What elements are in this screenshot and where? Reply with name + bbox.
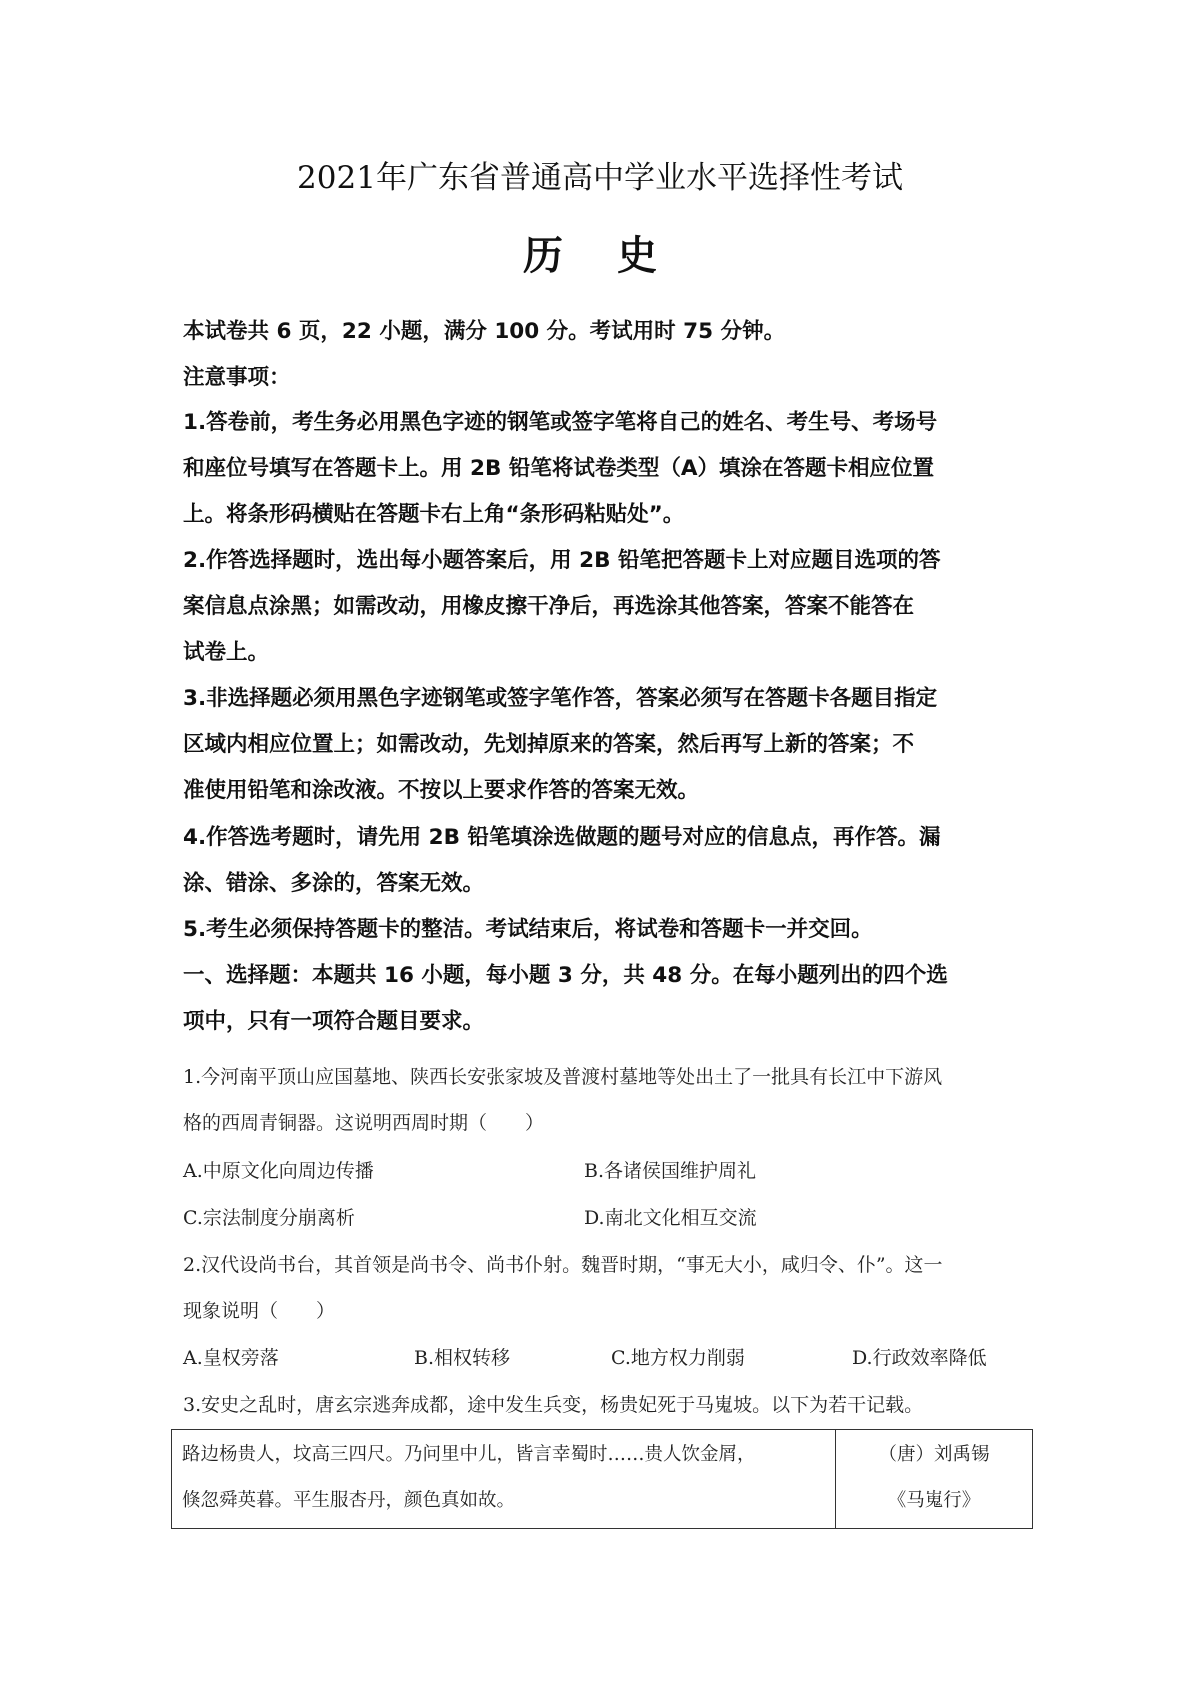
question-2-option-d: D.行政效率降低 — [852, 1347, 987, 1369]
question-1-option-b: B.各诸侯国维护周礼 — [584, 1160, 757, 1182]
source-table — [171, 1429, 1033, 1529]
section-heading: 项中，只有一项符合题目要求。 — [183, 1009, 485, 1034]
question-1-stem: 1.今河南平顶山应国墓地、陕西长安张家坡及普渡村墓地等处出土了一批具有长江中下游风 — [183, 1066, 943, 1088]
question-1-option-a: A.中原文化向周边传播 — [183, 1160, 374, 1182]
source-author: （唐）刘禹锡 — [878, 1444, 990, 1465]
notes-line: 2.作答选择题时，选出每小题答案后，用 2B 铅笔把答题卡上对应题目选项的答 — [183, 548, 941, 573]
source-text-line: 倏忽舜英暮。平生服杏丹，颜色真如故。 — [182, 1490, 516, 1511]
question-1-stem: 格的西周青铜器。这说明西周时期（ ） — [183, 1112, 545, 1134]
question-1-option-d: D.南北文化相互交流 — [584, 1207, 757, 1229]
notes-line: 区域内相应位置上；如需改动，先划掉原来的答案，然后再写上新的答案；不 — [183, 732, 915, 757]
notes-line: 上。将条形码横贴在答题卡右上角“条形码粘贴处”。 — [183, 502, 685, 527]
source-title: 《马嵬行》 — [887, 1490, 981, 1511]
question-2-option-c: C.地方权力削弱 — [611, 1347, 745, 1369]
question-3-stem: 3.安史之乱时，唐玄宗逃奔成都，途中发生兵变，杨贵妃死于马嵬坡。以下为若干记载。 — [183, 1394, 924, 1416]
notes-line: 试卷上。 — [183, 640, 270, 665]
source-text-line: 路边杨贵人，坟高三四尺。乃问里中儿，皆言幸蜀时……贵人饮金屑， — [182, 1444, 756, 1465]
notes-line: 5.考生必须保持答题卡的整洁。考试结束后，将试卷和答题卡一并交回。 — [183, 917, 873, 942]
notes-line: 3.非选择题必须用黑色字迹钢笔或签字笔作答，答案必须写在答题卡各题目指定 — [183, 686, 938, 711]
notes-line: 准使用铅笔和涂改液。不按以上要求作答的答案无效。 — [183, 778, 700, 803]
question-1-option-c: C.宗法制度分崩离析 — [183, 1207, 355, 1229]
question-2-option-b: B.相权转移 — [414, 1347, 511, 1369]
notes-line: 涂、错涂、多涂的，答案无效。 — [183, 871, 485, 896]
notes-line: 和座位号填写在答题卡上。用 2B 铅笔将试卷类型（A）填涂在答题卡相应位置 — [183, 456, 934, 481]
source-attribution-cell — [836, 1430, 1032, 1528]
subject-title: 历 史 — [523, 233, 677, 279]
notes-line: 案信息点涂黑；如需改动，用橡皮擦干净后，再选涂其他答案，答案不能答在 — [183, 594, 915, 619]
exam-intro: 本试卷共 6 页，22 小题，满分 100 分。考试用时 75 分钟。 — [183, 319, 786, 344]
question-2-stem: 现象说明（ ） — [183, 1300, 336, 1322]
notes-line: 1.答卷前，考生务必用黑色字迹的钢笔或签字笔将自己的姓名、考生号、考场号 — [183, 410, 938, 435]
notes-heading: 注意事项： — [183, 365, 291, 390]
question-2-option-a: A.皇权旁落 — [183, 1347, 279, 1369]
section-heading: 一、选择题：本题共 16 小题，每小题 3 分，共 48 分。在每小题列出的四个选 — [183, 963, 948, 988]
notes-line: 4.作答选考题时，请先用 2B 铅笔填涂选做题的题号对应的信息点，再作答。漏 — [183, 825, 941, 850]
exam-title: 2021年广东省普通高中学业水平选择性考试 — [297, 160, 903, 196]
question-2-stem: 2.汉代设尚书台，其首领是尚书令、尚书仆射。魏晋时期，“事无大小，咸归令、仆”。这一 — [183, 1254, 943, 1276]
source-text-cell — [172, 1430, 836, 1528]
